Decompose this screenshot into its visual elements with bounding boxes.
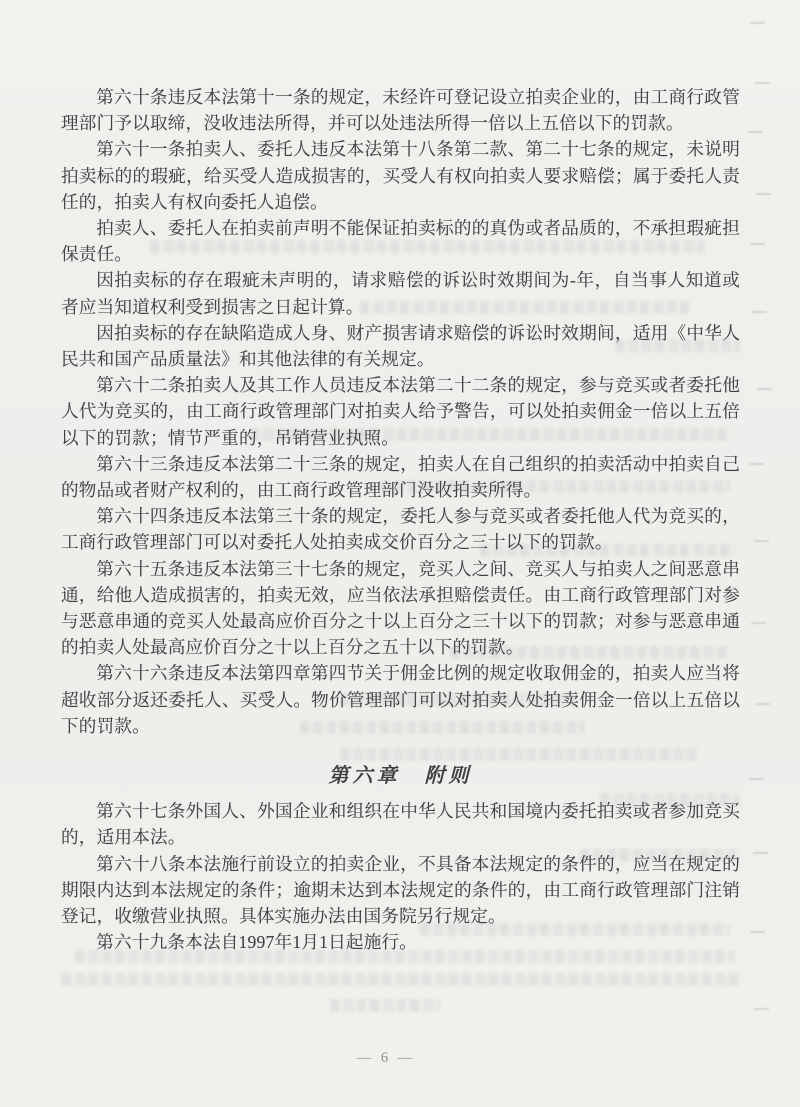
paragraph-article-68: 第六十八条本法施行前设立的拍卖企业，不具备本法规定的条件的，应当在规定的期限内达到本法规定的条件；逾期未达到本法规定的条件的，由工商行政管理部门注销登记，收缴营业执照。具体实施办法由国务院另行规定。	[61, 853, 740, 927]
paragraph-article-69: 第六十九条本法自1997年1月1日起施行。	[96, 932, 418, 953]
bleed-through-artifact	[330, 999, 440, 1012]
edge-mark	[752, 311, 767, 313]
edge-mark	[755, 703, 770, 705]
paragraph-article-60: 第六十条违反本法第十一条的规定，未经许可登记设立拍卖企业的，由工商行政管理部门予以取缔，没收违法所得，并可以处违法所得一倍以上五倍以下的罚款。	[61, 87, 740, 134]
edge-mark	[750, 243, 765, 245]
chapter-heading: 第六章 附则	[328, 765, 473, 788]
edge-mark	[750, 931, 765, 933]
edge-mark	[749, 463, 764, 465]
edge-mark	[754, 540, 769, 542]
edge-mark	[754, 1008, 769, 1010]
paragraph-article-64: 第六十四条违反本法第三十条的规定，委托人参与竞买或者委托他人代为竞买的，工商行政管理部门可以对委托人处拍卖成交价百分之三十以下的罚款。	[61, 506, 740, 553]
paragraph-article-61-warranty-disclaimer: 拍卖人、委托人在拍卖前声明不能保证拍卖标的的真伪或者品质的，不承担瑕疵担保责任。	[61, 218, 740, 265]
edge-mark	[750, 22, 765, 24]
edge-mark	[755, 82, 770, 84]
paragraph-article-61: 第六十一条拍卖人、委托人违反本法第十八条第二款、第二十七条的规定，未说明拍卖标的的瑕疵，给买受人造成损害的，买受人有权向拍卖人要求赔偿；属于委托人责任的，拍卖人有权向委托人追偿。	[61, 139, 740, 212]
paragraph-article-67: 第六十七条外国人、外国企业和组织在中华人民共和国境内委托拍卖或者参加竞买的，适用本法。	[61, 801, 740, 848]
edge-mark	[748, 131, 763, 133]
page-footer	[0, 1049, 800, 1067]
bleed-through-artifact	[62, 973, 742, 986]
edge-mark	[751, 622, 766, 624]
paragraph-article-61-defect-liability: 因拍卖标的存在缺陷造成人身、财产损害请求赔偿的诉讼时效期间，适用《中华人民共和国产品质量法》和其他法律的有关规定。	[61, 322, 740, 370]
paragraph-article-63: 第六十三条违反本法第二十三条的规定，拍卖人在自己组织的拍卖活动中拍卖自己的物品或者财产权利的，由工商行政管理部门没收拍卖所得。	[61, 453, 740, 501]
paragraph-article-66: 第六十六条违反本法第四章第四节关于佣金比例的规定收取佣金的，拍卖人应当将超收部分返还委托人、买受人。物价管理部门可以对拍卖人处拍卖佣金一倍以上五倍以下的罚款。	[61, 663, 740, 736]
paragraph-article-61-limitation-period: 因拍卖标的存在瑕疵未声明的，请求赔偿的诉讼时效期间为-年，自当事人知道或者应当知道权利受到损害之日起计算。	[61, 270, 740, 317]
edge-mark	[756, 193, 771, 195]
edge-mark	[749, 778, 764, 780]
edge-mark	[757, 388, 772, 390]
page-number: — 6 —	[356, 1050, 416, 1066]
paragraph-article-65: 第六十五条违反本法第三十七条的规定，竞买人之间、竞买人与拍卖人之间恶意串通，给他人造成损害的，拍卖无效，应当依法承担赔偿责任。由工商行政管理部门对参与恶意串通的竞买人处最高应价百分之十以上百分之三十以下的罚款；对参与恶意串通的拍卖人处最高应价百分之十以上百分之五十以下的罚款。	[61, 558, 740, 658]
document-body	[61, 84, 740, 956]
edge-mark	[753, 852, 768, 854]
paragraph-article-62: 第六十二条拍卖人及其工作人员违反本法第二十二条的规定，参与竞买或者委托他人代为竞买的，由工商行政管理部门对拍卖人给予警告，可以处拍卖佣金一倍以上五倍以下的罚款；情节严重的，吊销营业执照。	[61, 375, 740, 448]
